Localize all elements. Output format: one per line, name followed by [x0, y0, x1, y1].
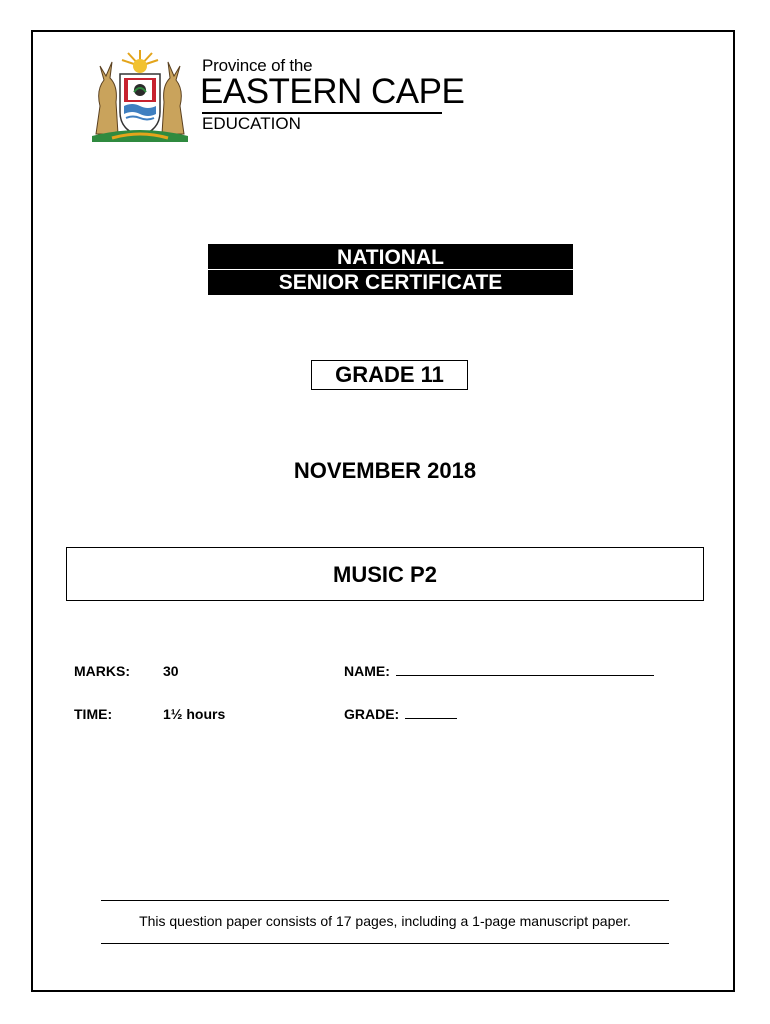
certificate-banner — [208, 244, 573, 295]
grade-label: GRADE: — [344, 706, 400, 722]
time-label: TIME: — [74, 706, 113, 722]
marks-label: MARKS: — [74, 663, 130, 679]
logo-province-text: Province of the — [202, 56, 313, 75]
certificate-banner-line2: SENIOR CERTIFICATE — [278, 271, 503, 294]
logo-eastern-cape-text: EASTERN CAPE — [200, 72, 465, 111]
logo-education-text: EDUCATION — [202, 114, 301, 133]
name-blank-line[interactable] — [396, 663, 654, 676]
certificate-banner-divider — [208, 269, 573, 270]
name-label: NAME: — [344, 663, 390, 679]
grade-blank-line[interactable] — [405, 706, 457, 719]
coat-of-arms-icon — [82, 44, 197, 144]
exam-date: NOVEMBER 2018 — [293, 458, 477, 483]
page-count-note: This question paper consists of 17 pages, including a 1-page manuscript paper. — [139, 913, 631, 929]
eastern-cape-education-logo — [82, 44, 465, 144]
footer-bottom-rule — [101, 943, 669, 944]
name-field — [344, 663, 654, 679]
footer-top-rule — [101, 900, 669, 901]
marks-value: 30 — [163, 663, 179, 679]
grade-heading: GRADE 11 — [311, 360, 468, 390]
page-border — [31, 30, 735, 992]
certificate-banner-line1: NATIONAL — [337, 246, 444, 269]
subject-title: MUSIC P2 — [66, 547, 704, 601]
grade-field — [344, 706, 457, 722]
time-value: 1½ hours — [163, 706, 226, 722]
